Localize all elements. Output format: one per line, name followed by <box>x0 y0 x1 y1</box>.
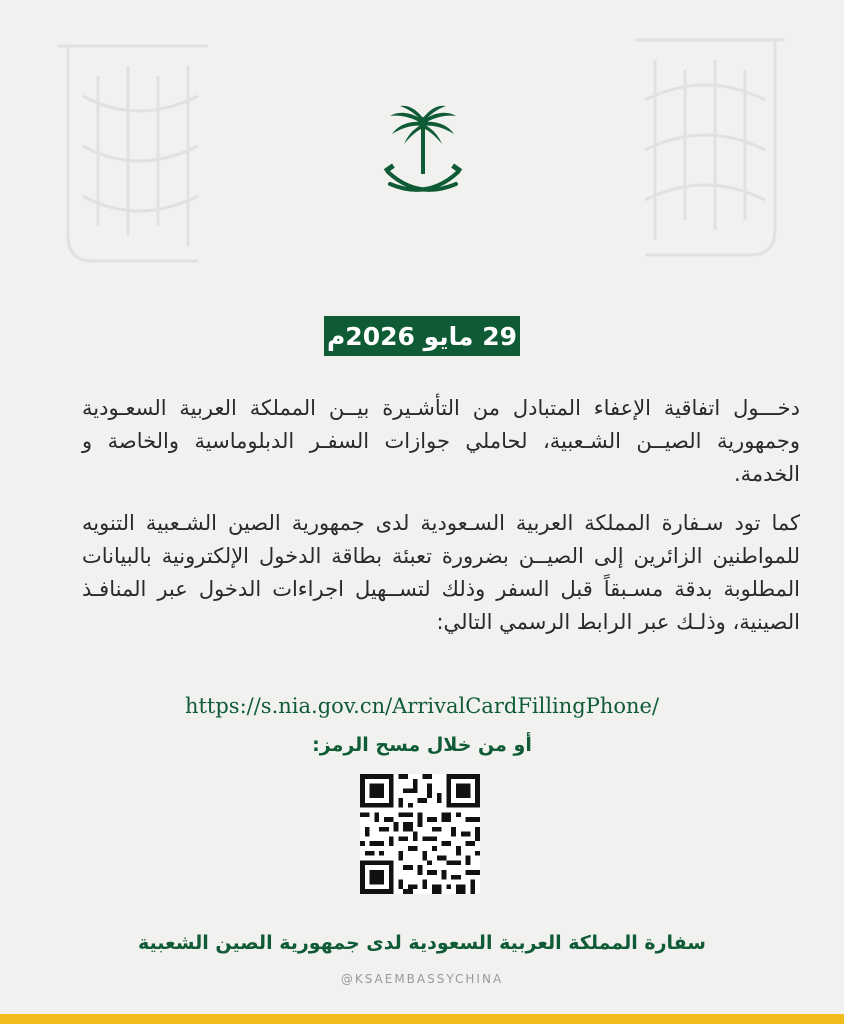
social-handle[interactable]: @KSAEMBASSYCHINA <box>340 972 504 986</box>
gold-footer-bar <box>0 1014 844 1024</box>
qr-code-icon <box>360 774 480 894</box>
scan-code-label: أو من خلال مسح الرمز: <box>312 734 532 756</box>
announcement-paragraph: دخـــول اتفاقية الإعفاء المتبادل من التأشـيرة بيــن المملكة العربية السعـودية وجمهورية الصيــن الشـعبية، لحاملي جوازات السفـر الدبلوماسية والخاصة و الخدمة. <box>82 396 800 486</box>
date-badge: 29 مايو 2026م <box>324 316 520 356</box>
calligraphy-watermark-left <box>48 36 218 276</box>
instructions-paragraph: كما تود سـفارة المملكة العربية السـعودية لدى جمهورية الصين الشـعبية التنويه للمواطنين الزائرين إلى الصيــن بضرورة تعبئة بطاقة الدخول الإلكترونية بالبيانات المطلوبة بدقة مسـبقاً قبل السفر وذلك لتســهيل اجراءات الدخول عبر المنافـذ الصينية، وذلـك عبر الرابط الرسمي التالي: <box>82 511 800 634</box>
embassy-name: سفارة المملكة العربية السعودية لدى جمهورية الصين الشعبية <box>138 932 706 954</box>
palm-and-crossed-swords-emblem <box>382 104 464 208</box>
calligraphy-watermark-right <box>625 30 795 270</box>
arrival-card-link[interactable]: https://s.nia.gov.cn/ArrivalCardFillingPhone/ <box>184 694 660 718</box>
